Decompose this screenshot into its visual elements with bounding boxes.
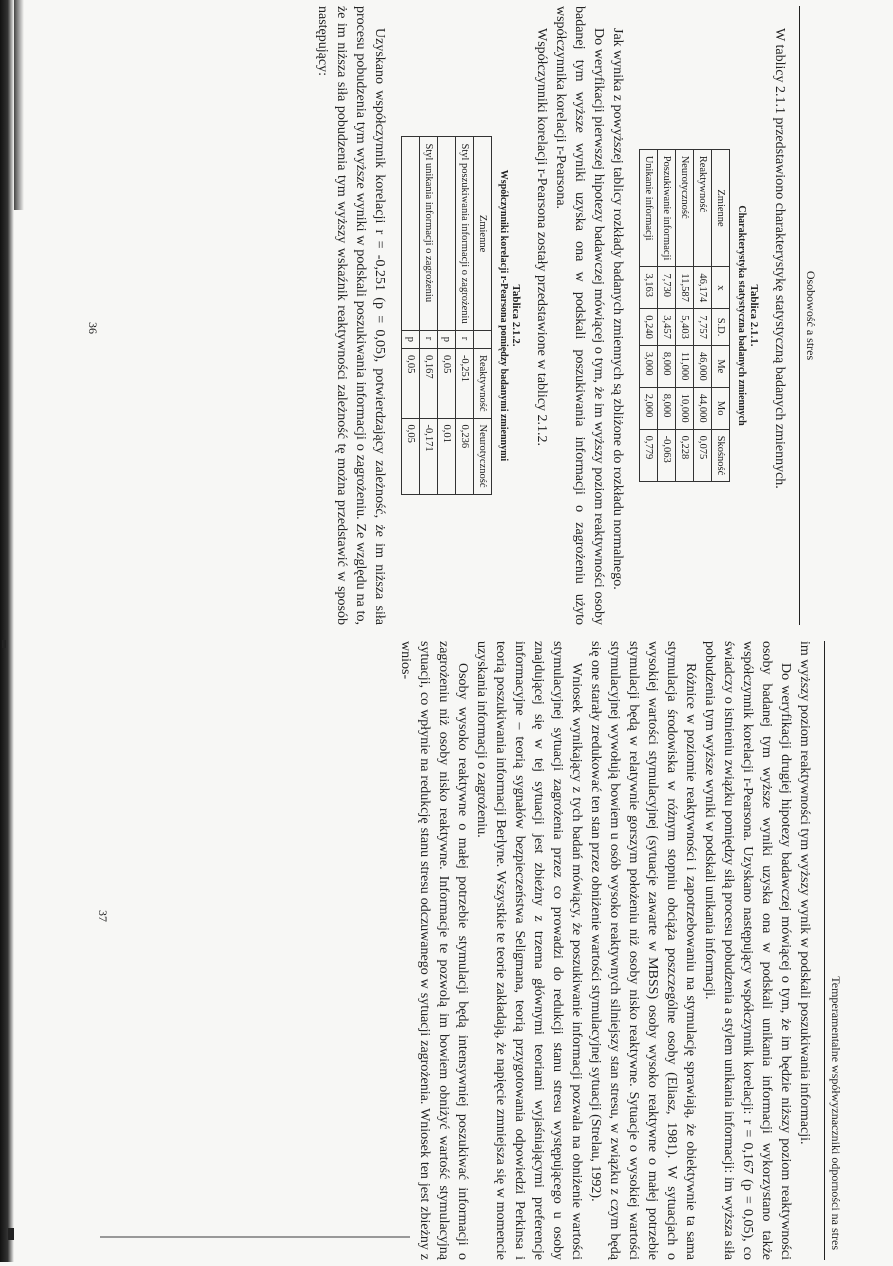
running-head-left: Osobowość a stres [799,6,820,625]
table-cell: 46,000 [694,345,712,387]
table-cell: 7,730 [658,267,676,309]
table-row [438,137,456,494]
table2-number: Tablica 2.1.2. [510,284,522,347]
table-cell: -0,171 [420,418,438,494]
table-header-cell: Neurotyczność [474,418,492,494]
table-cell: p [402,330,420,348]
body-paragraph: Współczynniki korelacji r-Pearsona zostały przedstawione w tablicy 2.1.2. [534,28,549,447]
table-cell: Styl unikania informacji o zagrożeniu [420,137,438,330]
table-cell: 3,000 [640,345,658,387]
table-cell [438,137,456,330]
table-cell: 0,01 [438,418,456,494]
table-cell: 2,000 [640,387,658,429]
table-cell: r [456,330,474,348]
table-cell: 0,05 [438,348,456,418]
left-page [315,0,820,631]
table-row [658,149,676,482]
table-header-cell [474,330,492,348]
running-head-right: Temperamentalne współwyznaczniki odporności na stres [824,641,845,1260]
table-cell: 10,000 [676,387,694,429]
table-cell: 3,457 [658,309,676,346]
right-page [398,635,845,1266]
table-cell: Styl poszukiwania informacji o zagrożeniu [456,137,474,330]
scan-speck [8,1228,14,1240]
table-row [420,137,438,494]
closing-paragraph: Uzyskano współczynnik korelacji r = -0,251 (p = 0,05), potwierdzający zależność, że im niższa siła procesu pobudzenia tym wyższe wyniki w podskali poszukiwania informacji o zagrożeniu. Ze względu na to, że im niższa siła pobudzenia tym wyższy wskaźnik reaktywności zależność tę można przedstawić w sposób następujący: [315,6,387,625]
body-paragraph: Do weryfikacji drugiej hipotezy badawczej mówiącej o tym, że im będzie niższy poziom reaktywności osoby badanej tym wyższe wyniki uzyska ona w podskali unikania informacji wykorzystano także współczynnik korelacji r-Pearsona. Uzyskano następujący współczynnik korelacji: r = 0,167 (p = 0,05), co świadczy o istnieniu związku pomiędzy siłą procesu pobudzenia a stylem unikania informacji: im wyższa siła pobudzenia tym wyższe wyniki w podskali unikania informacji. [702,641,793,1260]
table-header-row [474,137,492,494]
table-cell: 0,240 [640,309,658,346]
statistics-table [639,149,730,483]
table-cell: Unikanie informacji [640,149,658,267]
intro-paragraph: W tablicy 2.1.1 przedstawiono charakterystykę statystyczną badanych zmiennych. [772,28,787,489]
table-header-cell: Reaktywność [474,348,492,418]
table-cell: 8,000 [658,387,676,429]
correlation-table [401,136,492,494]
book-binding-shadow [0,0,14,1262]
table-cell: 11,587 [676,267,694,309]
body-paragraph: Do weryfikacji pierwszej hipotezy badawczej mówiącej o tym, że im wyższy poziom reaktywności osoby badanej tym wyższe wyniki uzyska ona w podskali poszukiwania informacji o zagrożeniu użyto współczynnika korelacji r-Pearsona. [553,6,606,625]
scan-speck [2,640,6,648]
table-cell: -0,251 [456,348,474,418]
table-cell: 0,779 [640,429,658,482]
table-row [676,149,694,482]
table-cell: 8,000 [658,345,676,387]
page-number-right: 37 [96,910,110,922]
table-cell: r [420,330,438,348]
table-cell: 0,05 [402,418,420,494]
table-header-cell: S.D. [712,309,730,346]
body-paragraph: im wyższy poziom reaktywności tym wyższy wynik w podskali poszukiwania informacji. [797,641,812,1145]
body-paragraph: Osoby wysoko reaktywne o małej potrzebie stymulacji będą intensywniej poszukiwać informacji o zagrożeniu niż osoby nisko reaktywne. Informacje te pozwolą im bowiem obniżyć wartość stymulacyjną sytuacji, co wpłynie na redukcję stanu stresu odczuwanego w sytuacji zagrożenia. Wniosek ten jest zbieżny z wnios- [398,641,470,1260]
table1-number: Tablica 2.1.1. [748,284,760,347]
table-header-cell: Zmienne [474,137,492,330]
table1-caption: Charakterystyka statystyczna badanych zmiennych [736,205,747,426]
table-row [456,137,474,494]
binding-shadow-tail [14,0,24,210]
table-cell: 0,075 [694,429,712,482]
table-cell: Reaktywność [694,149,712,267]
table-cell: Poszukiwanie informacji [658,149,676,267]
table-cell: p [438,330,456,348]
table-cell [402,137,420,330]
table-header-cell: x [712,267,730,309]
table-header-cell: Zmienne [712,149,730,267]
table-cell: 11,000 [676,345,694,387]
page-number-left: 36 [86,322,100,334]
table-cell: 3,163 [640,267,658,309]
table-cell: 46,174 [694,267,712,309]
body-paragraph: Wniosek wynikający z tych badań mówiący, że poszukiwanie informacji pozwala na obniżenie wartości stymulacyjnej sytuacji zagrożenia przez co prowadzi do redukcji stanu stresu występującego u osoby znajdującej się w tej sytuacji jest zbieżny z trzema głównymi teoriami wyjaśniającymi preferencje informacyjne – teorią sygnałów bezpieczeństwa Seligmana, teorią przygotowania odpowiedzi Perkinsa i teorią poszukiwania informacji Berlyne. Wszystkie te teorie zakładają, że napięcie zmniejsza się w momencie uzyskania informacji o zagrożeniu. [474,641,584,1260]
table-header-row [712,149,730,482]
table-header-cell: Mo [712,387,730,429]
table-row [640,149,658,482]
body-paragraph: Jak wynika z powyższej tablicy rozkłady badanych zmiennych są zbliżone do rozkładu normalnego. [610,28,625,590]
scan-artifact-line [100,1236,410,1238]
table-header-cell: Me [712,345,730,387]
table2-caption: Współczynniki korelacji r-Pearsona pomiędzy badanymi zmiennymi [498,169,509,462]
table-row [402,137,420,494]
table-cell: 5,403 [676,309,694,346]
table-cell: 0,167 [420,348,438,418]
table-cell: 0,05 [402,348,420,418]
table-header-cell: Skośność [712,429,730,482]
table-cell: Neurotyczność [676,149,694,267]
body-paragraph: Różnice w poziomie reaktywności i zapotrzebowaniu na stymulację sprawiają, że obiektywnie ta sama stymulacja środowiska w różnym stopniu obciąża poszczególne osoby (Eliasz, 1981). W sytuacjach o wysokiej wartości stymulacyjnej (sytuacje zawarte w MBSS) osoby wysoko reaktywne o małej potrzebie stymulacji będą w relatywnie gorszym położeniu niż osoby nisko reaktywne. Sytuacje o wysokiej wartości stymulacyjnej wywołują bowiem u osób wysoko reaktywnych silniejszy stan stresu, w związku z czym będą się one starały zredukować ten stan przez obniżenie wartości stymulacyjnej sytuacji (Strelau, 1992). [588,641,698,1260]
table-cell: 0,236 [456,418,474,494]
table-cell: 0,228 [676,429,694,482]
table-cell: 44,000 [694,387,712,429]
table-cell: -0,063 [658,429,676,482]
table-cell: 7,757 [694,309,712,346]
table-row [694,149,712,482]
